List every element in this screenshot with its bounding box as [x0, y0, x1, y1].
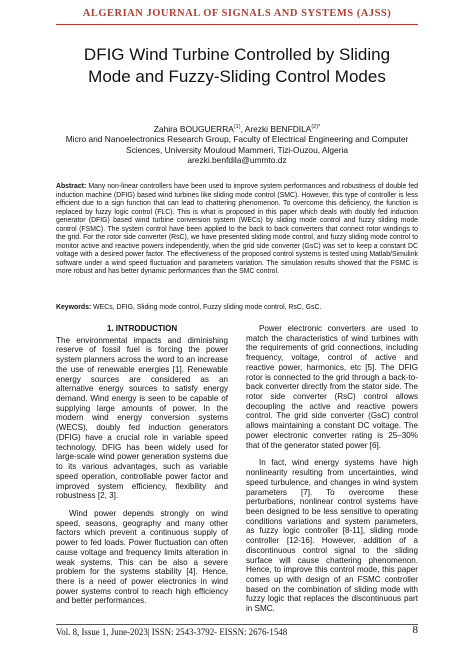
paper-title — [40, 44, 434, 88]
footer-divider — [56, 624, 418, 625]
abstract — [56, 183, 418, 277]
keywords-label: Keywords: — [56, 304, 92, 311]
paragraph: Power electronic converters are used to match the characteristics of wind turbines with the requirements of grid connections, including frequency, voltage, control of active and reactive power, harmonics, etc [5]. The DFIG rotor is connected to the grid through a back-to-back converter directly from the stator side. The rotor side converter (RsC) control allows decoupling the active and reactive powers control. The grid side converter (GsC) control allows maintaining a constant DC voltage. The power electronic converter rating is 25–30% that of the generator stated power [6]. — [246, 324, 418, 450]
affiliation-line-1: Micro and Nanoelectronics Research Group, Faculty of Electrical Engineering and Computer — [65, 134, 409, 144]
author-list — [40, 122, 434, 135]
author-1-affil-mark: (1) — [233, 124, 241, 130]
title-line-2: Mode and Fuzzy-Sliding Control Modes — [88, 67, 386, 86]
author-2-affil-mark: (2)* — [311, 124, 321, 130]
paragraph: Wind power depends strongly on wind speed, seasons, geography and many other factors which prevent a continuous supply of power to fed loads. Power fluctuation can often cause voltage and frequency limits alteration in weak systems. This can be also a severe problem for the systems stability [4]. Hence, there is a need of power electronics in wind power systems control to reach high efficiency and better performances. — [56, 508, 228, 606]
title-line-1: DFIG Wind Turbine Controlled by Sliding — [83, 45, 391, 64]
section-heading-introduction: 1. INTRODUCTION — [106, 324, 178, 333]
keywords-text: WECs, DFIG, Sliding mode control, Fuzzy sliding mode control, RsC, GsC. — [91, 304, 322, 311]
paragraph: The environmental impacts and diminishing reserve of fossil fuel is forcing the power system planners across the word to an increase the use of renewable energies [1]. Renewable energy sources are considered as an alternative energy sources to satisfy energy demand. Wind energy is seen to be capable of supplying large amounts of power. In the modern wind energy conversion systems (WECS), doubly fed induction generators (DFIG) have a crucial role in variable speed technology. DFIG has been widely used for large-scale wind power generation systems due to its various advantages, such as variable speed operation, controllable power factor and improved system efficiency, flexibility and robustness [2, 3]. — [56, 335, 228, 501]
abstract-label: Abstract: — [56, 183, 87, 190]
keywords — [56, 304, 418, 313]
author-1: Zahira BOUGUERRA — [153, 123, 234, 134]
author-2: , Arezki BENFDILA — [240, 123, 312, 134]
abstract-text: Many non-linear controllers have been used to improve system performances and robustness of double fed induction machine (DFIG) based wind turbines like sliding mode control (SMC). However, this type of controller is less efficient due to a sign function that can lead to chattering phenomenon. To overcome this deficiency, the function is replaced by fuzzy logic control (FLC). This is what is proposed in this paper which deals with doubly fed induction generator (DFIG) based wind turbine conversion system (WECs) by sliding mode control and fuzzy sliding mode control (FSMC). The system control have been applied to the back to back converters that connect rotor windings to the grid. For the rotor side converter (RsC), we have presented sliding mode control, and fuzzy sliding mode control to monitor active and reactive powers independently, when the grid side converter (GsC) was set to keep a constant DC voltage with a desired power factor. The effectiveness of the proposed control systems is tested using Matlab/Simulink software under a wind speed fluctuation and parameters variation. The simulation results showed that the FSMC is more robust and has better dynamic performances than the SMC control. — [56, 183, 418, 276]
left-column — [56, 324, 228, 614]
header-divider — [56, 24, 418, 25]
journal-header: ALGERIAN JOURNAL OF SIGNALS AND SYSTEMS (AJSS) — [82, 8, 392, 19]
contact-email[interactable]: arezki.benfdila@ummto.dz — [187, 155, 287, 166]
right-column — [246, 324, 418, 622]
affiliation-line-2: Sciences, University Mouloud Mammeri, Tizi-Ouzou, Algeria — [125, 144, 348, 155]
paragraph: In fact, wind energy systems have high nonlinearity resulting from uncertainties, wind speed turbulence, and changes in wind system parameters [7]. To overcome these perturbations, nonlinear control systems have been designed to be less sensitive to operating conditions variations and system parameters, as fuzzy logic controller [8-11], sliding mode controller [12-16]. However, addition of a discontinuous control signal to the sliding surface will cause chattering phenomenon. Hence, to improve this control mode, this paper comes up with design of an FSMC controller based on the combination of sliding mode with fuzzy logic that replaces the discontinuous part in SMC. — [246, 458, 418, 614]
page-number: 8 — [412, 624, 418, 636]
footer-citation: Vol. 8, Issue 1, June-2023| ISSN: 2543-3792- EISSN: 2676-1548 — [56, 627, 288, 637]
affiliation-block — [50, 134, 424, 166]
